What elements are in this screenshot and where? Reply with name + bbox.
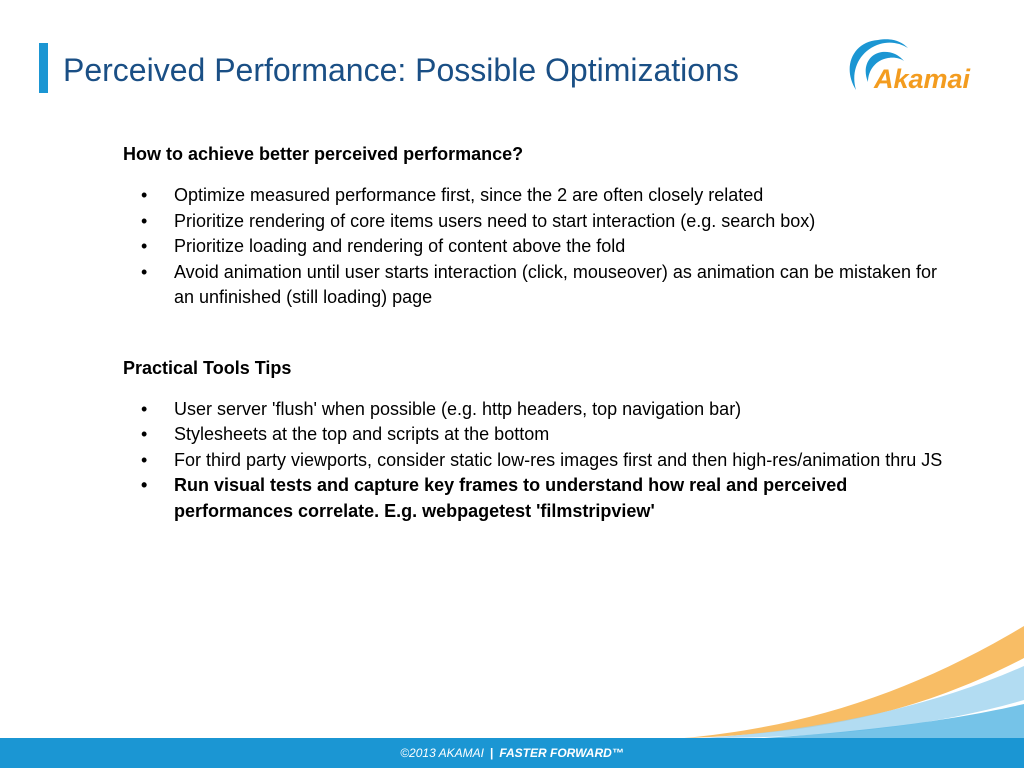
bullet-icon: •	[141, 185, 148, 205]
list-item-text: Avoid animation until user starts interaction (click, mouseover) as animation can be mistaken for an unfinished (still loading) page	[174, 261, 938, 307]
list-item	[123, 422, 953, 448]
list-item-text: User server 'flush' when possible (e.g. http headers, top navigation bar)	[174, 398, 742, 419]
footer-copyright: ©2013 AKAMAI	[400, 746, 484, 760]
slide-title: Perceived Performance: Possible Optimizations	[63, 52, 739, 88]
list-item-text: Stylesheets at the top and scripts at the bottom	[174, 424, 550, 444]
bullet-icon: •	[141, 398, 148, 419]
list-item	[123, 260, 953, 311]
list-item-text: Prioritize rendering of core items users need to start interaction (e.g. search box)	[174, 210, 816, 231]
bullet-icon: •	[141, 424, 148, 444]
title-accent-bar	[39, 43, 48, 93]
list-item-text: Prioritize loading and rendering of content above the fold	[174, 236, 626, 256]
bullet-icon: •	[141, 261, 148, 282]
bullet-icon: •	[141, 475, 148, 495]
bullet-icon: •	[141, 210, 148, 231]
footer-wave-decoration	[684, 618, 1024, 738]
list-item-text: Optimize measured performance first, since the 2 are often closely related	[174, 185, 764, 205]
bullet-icon: •	[141, 449, 148, 470]
list-item-text: For third party viewports, consider static low-res images first and then high-res/animation thru JS	[174, 449, 943, 470]
footer-tagline: FASTER FORWARD™	[499, 746, 624, 760]
list-item	[123, 183, 953, 209]
list-item	[123, 448, 953, 474]
section2-heading: Practical Tools Tips	[123, 357, 292, 378]
list-item-text: Run visual tests and capture key frames to understand how real and perceived performances correlate. E.g. webpagetest 'filmstripview'	[174, 475, 848, 521]
list-item	[123, 397, 953, 423]
logo-wordmark: Akamai	[874, 64, 971, 94]
akamai-logo	[838, 34, 988, 104]
slide-content	[123, 141, 953, 524]
footer-bar	[0, 738, 1024, 768]
section1-heading: How to achieve better perceived performance?	[123, 144, 524, 164]
bullet-icon: •	[141, 236, 148, 256]
list-item	[123, 473, 953, 524]
section2-list	[123, 397, 953, 525]
list-item	[123, 234, 953, 260]
section1-list	[123, 183, 953, 311]
footer-separator: |	[489, 746, 494, 760]
list-item	[123, 209, 953, 235]
